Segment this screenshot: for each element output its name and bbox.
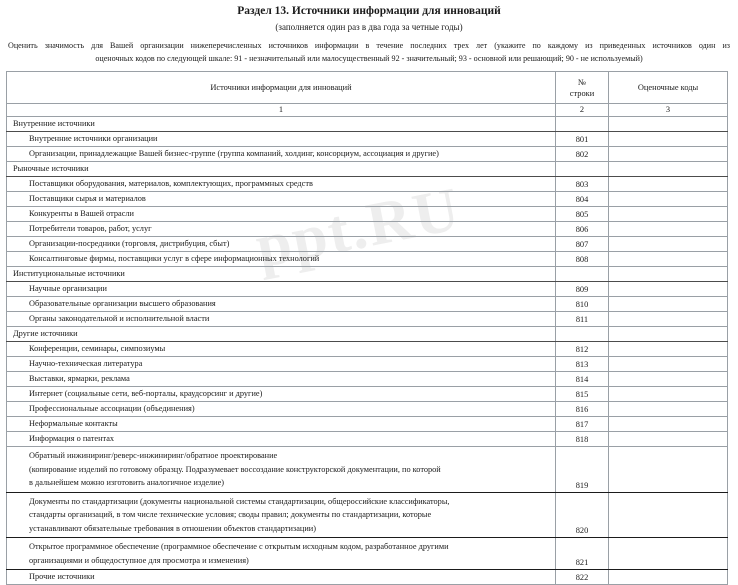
- column-header-row-number-line1: №: [578, 77, 586, 87]
- source-name: Внутренние источники организации: [7, 132, 556, 147]
- evaluation-code-input-cell[interactable]: [609, 357, 728, 372]
- row-number-cell: 801: [556, 132, 609, 147]
- row-number-cell: 806: [556, 222, 609, 237]
- page-subtitle: (заполняется один раз в два года за четные годы): [275, 22, 463, 32]
- source-name: Поставщики оборудования, материалов, комплектующих, программных средств: [7, 177, 556, 192]
- evaluation-code-input-cell: [609, 117, 728, 132]
- source-name-multiline: [7, 447, 556, 493]
- row-number-cell: 804: [556, 192, 609, 207]
- column-number-3: 3: [609, 104, 728, 117]
- page-title: Раздел 13. Источники информации для инноваций: [237, 5, 501, 17]
- source-name: Выставки, ярмарки, реклама: [7, 372, 556, 387]
- table-row: [7, 222, 728, 237]
- information-sources-table: [6, 71, 728, 585]
- evaluation-code-input-cell[interactable]: [609, 252, 728, 267]
- source-name: Организации-посредники (торговля, дистрибуция, сбыт): [7, 237, 556, 252]
- table-row: [7, 570, 728, 585]
- source-name-multiline: [7, 538, 556, 570]
- row-number-cell: 814: [556, 372, 609, 387]
- row-number-cell: 805: [556, 207, 609, 222]
- row-number-cell: [556, 267, 609, 282]
- source-name-line: Документы по стандартизации (документы национальной системы стандартизации, общероссийские классификаторы,: [29, 496, 450, 506]
- evaluation-code-input-cell[interactable]: [609, 177, 728, 192]
- page-watermark: ppt.RU: [250, 174, 467, 282]
- table-row: [7, 132, 728, 147]
- source-name: Научно-техническая литература: [7, 357, 556, 372]
- form-page: [0, 5, 738, 585]
- table-row: [7, 237, 728, 252]
- evaluation-code-input-cell[interactable]: [609, 297, 728, 312]
- evaluation-code-input-cell[interactable]: [609, 132, 728, 147]
- source-group-label: Институциональные источники: [7, 267, 556, 282]
- row-number-cell: 819: [556, 447, 609, 493]
- evaluation-code-input-cell[interactable]: [609, 237, 728, 252]
- source-name: Научные организации: [7, 282, 556, 297]
- source-name: Конференции, семинары, симпозиумы: [7, 342, 556, 357]
- table-column-number-row: [7, 104, 728, 117]
- source-group-label: Другие источники: [7, 327, 556, 342]
- source-name: Информация о патентах: [7, 432, 556, 447]
- row-number-cell: 813: [556, 357, 609, 372]
- evaluation-code-input-cell[interactable]: [609, 342, 728, 357]
- column-number-2: 2: [556, 104, 609, 117]
- table-row: [7, 492, 728, 538]
- table-row: [7, 387, 728, 402]
- column-header-evaluation-codes: Оценочные коды: [609, 72, 728, 104]
- source-name-multiline: [7, 492, 556, 538]
- evaluation-code-input-cell[interactable]: [609, 222, 728, 237]
- row-number-cell: 808: [556, 252, 609, 267]
- source-name: Прочие источники: [7, 570, 556, 585]
- table-header-row: [7, 72, 728, 104]
- row-number-cell: 820: [556, 492, 609, 538]
- evaluation-code-input-cell[interactable]: [609, 312, 728, 327]
- row-number-cell: 811: [556, 312, 609, 327]
- column-header-row-number-line2: строки: [569, 88, 595, 98]
- evaluation-code-input-cell[interactable]: [609, 432, 728, 447]
- source-name: Конкуренты в Вашей отрасли: [7, 207, 556, 222]
- row-number-cell: 807: [556, 237, 609, 252]
- source-name-line: организациями и общедоступное для просмотра и изменения): [29, 555, 249, 565]
- table-row: [7, 402, 728, 417]
- table-row: [7, 372, 728, 387]
- table-row: [7, 297, 728, 312]
- row-number-cell: 816: [556, 402, 609, 417]
- source-name: Потребители товаров, работ, услуг: [7, 222, 556, 237]
- table-row: [7, 282, 728, 297]
- source-name-line: стандарты организаций, в том числе технические условия; своды правил; документы по стандартизации, которые: [29, 510, 432, 519]
- source-name: Организации, принадлежащие Вашей бизнес-группе (группа компаний, холдинг, консорциум, ассоциация и другие): [7, 147, 556, 162]
- evaluation-code-input-cell: [609, 162, 728, 177]
- row-number-cell: 802: [556, 147, 609, 162]
- evaluation-code-input-cell: [609, 267, 728, 282]
- table-row: [7, 117, 728, 132]
- source-name: Профессиональные ассоциации (объединения): [7, 402, 556, 417]
- evaluation-code-input-cell[interactable]: [609, 447, 728, 493]
- source-group-label: Рыночные источники: [7, 162, 556, 177]
- source-name: Органы законодательной и исполнительной власти: [7, 312, 556, 327]
- source-name-line: в дальнейшем можно изготовить аналогичное изделие): [29, 478, 225, 487]
- evaluation-code-input-cell[interactable]: [609, 492, 728, 538]
- source-name-line: Открытое программное обеспечение (программное обеспечение с открытым исходным кодом, разработанное другими: [29, 542, 449, 551]
- row-number-cell: 809: [556, 282, 609, 297]
- evaluation-code-input-cell[interactable]: [609, 402, 728, 417]
- source-name: Образовательные организации высшего образования: [7, 297, 556, 312]
- row-number-cell: 812: [556, 342, 609, 357]
- row-number-cell: 803: [556, 177, 609, 192]
- form-instruction-line-1: Оценить значимость для Вашей организации нижеперечисленных источников информации в течение последних трех лет (укажите по каждому из приведенных источников один из: [8, 41, 730, 50]
- column-header-source-name: Источники информации для инноваций: [7, 72, 556, 104]
- table-row: [7, 162, 728, 177]
- evaluation-code-input-cell[interactable]: [609, 372, 728, 387]
- row-number-cell: [556, 327, 609, 342]
- form-instruction-line-2: оценочных кодов по следующей шкале: 91 - незначительный или малосущественный 92 - значительный; 93 - основной или решающий; 90 - не используемый): [95, 53, 643, 63]
- table-row: [7, 342, 728, 357]
- evaluation-code-input-cell[interactable]: [609, 192, 728, 207]
- source-name-line: Обратный инжиниринг/реверс-инжиниринг/обратное проектирование: [29, 451, 278, 460]
- table-row: [7, 147, 728, 162]
- table-body: [7, 117, 728, 585]
- row-number-cell: 810: [556, 297, 609, 312]
- table-row: [7, 207, 728, 222]
- source-group-label: Внутренние источники: [7, 117, 556, 132]
- form-instruction: [6, 40, 732, 65]
- table-row: [7, 327, 728, 342]
- row-number-cell: 817: [556, 417, 609, 432]
- source-name-line: (копирование изделий по готовому образцу. Подразумевает воссоздание конструкторской документации, по которой: [29, 464, 441, 474]
- column-header-row-number: [556, 72, 609, 104]
- evaluation-code-input-cell[interactable]: [609, 387, 728, 402]
- table-row: [7, 432, 728, 447]
- evaluation-code-input-cell[interactable]: [609, 570, 728, 585]
- table-row: [7, 538, 728, 570]
- table-row: [7, 357, 728, 372]
- source-name: Интернет (социальные сети, веб-порталы, краудсорсинг и другие): [7, 387, 556, 402]
- column-number-1: 1: [7, 104, 556, 117]
- evaluation-code-input-cell[interactable]: [609, 282, 728, 297]
- source-name: Консалтинговые фирмы, поставщики услуг в сфере информационных технологий: [7, 252, 556, 267]
- evaluation-code-input-cell[interactable]: [609, 207, 728, 222]
- source-name: Неформальные контакты: [7, 417, 556, 432]
- row-number-cell: 818: [556, 432, 609, 447]
- table-row: [7, 192, 728, 207]
- table-row: [7, 447, 728, 493]
- source-name-line: устанавливают обязательные требования в отношении объектов стандартизации): [29, 523, 316, 533]
- row-number-cell: [556, 117, 609, 132]
- row-number-cell: 822: [556, 570, 609, 585]
- evaluation-code-input-cell[interactable]: [609, 538, 728, 570]
- source-name: Поставщики сырья и материалов: [7, 192, 556, 207]
- table-row: [7, 417, 728, 432]
- evaluation-code-input-cell[interactable]: [609, 147, 728, 162]
- row-number-cell: [556, 162, 609, 177]
- evaluation-code-input-cell: [609, 327, 728, 342]
- row-number-cell: 821: [556, 538, 609, 570]
- evaluation-code-input-cell[interactable]: [609, 417, 728, 432]
- table-row: [7, 252, 728, 267]
- row-number-cell: 815: [556, 387, 609, 402]
- table-row: [7, 177, 728, 192]
- table-row: [7, 312, 728, 327]
- table-row: [7, 267, 728, 282]
